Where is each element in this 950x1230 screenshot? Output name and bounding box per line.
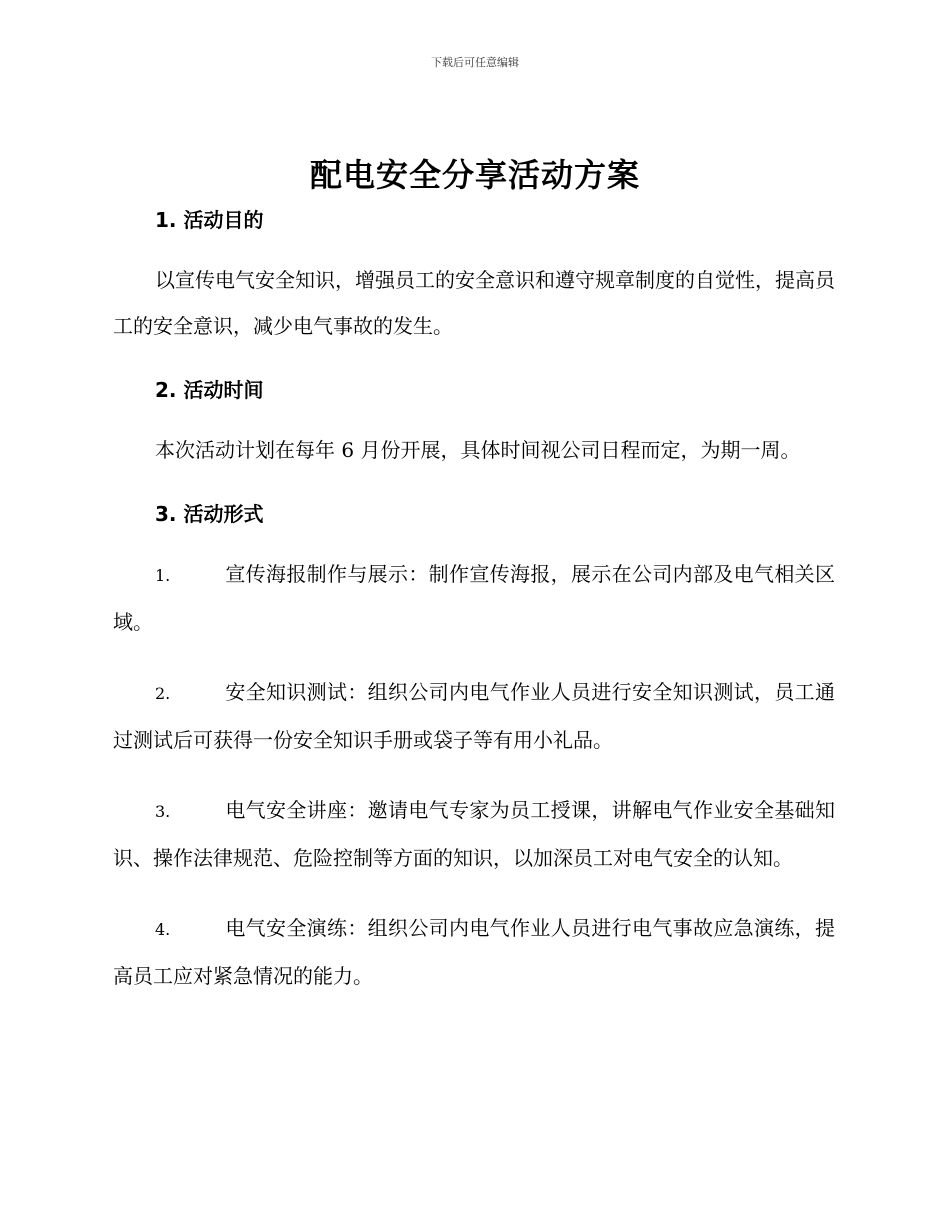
section-heading: 1. 活动目的	[155, 208, 264, 232]
section-paragraph: 以宣传电气安全知识，增强员工的安全意识和遵守规章制度的自觉性，提高员工的安全意识，减少电气事故的发生。	[113, 268, 835, 338]
list-item	[113, 787, 835, 881]
list-item	[113, 905, 835, 999]
list-item-number: 2.	[155, 684, 171, 703]
list-item-text: 宣传海报制作与展示：制作宣传海报，展示在公司内部及电气相关区域。	[113, 562, 835, 634]
section-time	[113, 375, 835, 473]
list-item-text: 电气安全讲座：邀请电气专家为员工授课，讲解电气作业安全基础知识、操作法律规范、危险控制等方面的知识，以加深员工对电气安全的认知。	[113, 798, 835, 870]
section-purpose	[113, 205, 835, 349]
list-item-number: 3.	[155, 802, 171, 821]
list-item-number: 4.	[155, 920, 171, 939]
list-item	[113, 669, 835, 763]
list-item	[113, 551, 835, 645]
section-heading: 3. 活动形式	[155, 502, 264, 526]
header-note: 下载后可任意编辑	[431, 56, 519, 69]
list-item-text: 安全知识测试：组织公司内电气作业人员进行安全知识测试，员工通过测试后可获得一份安全知识手册或袋子等有用小礼品。	[113, 680, 835, 752]
document-body	[113, 205, 835, 1023]
section-format	[113, 499, 835, 999]
page-title: 配电安全分享活动方案	[309, 156, 640, 194]
list-item-number: 1.	[155, 566, 171, 585]
section-heading: 2. 活动时间	[155, 378, 264, 402]
section-paragraph: 本次活动计划在每年 6 月份开展，具体时间视公司日程而定，为期一周。	[155, 438, 801, 462]
list-item-text: 电气安全演练：组织公司内电气作业人员进行电气事故应急演练，提高员工应对紧急情况的能力。	[113, 916, 835, 988]
